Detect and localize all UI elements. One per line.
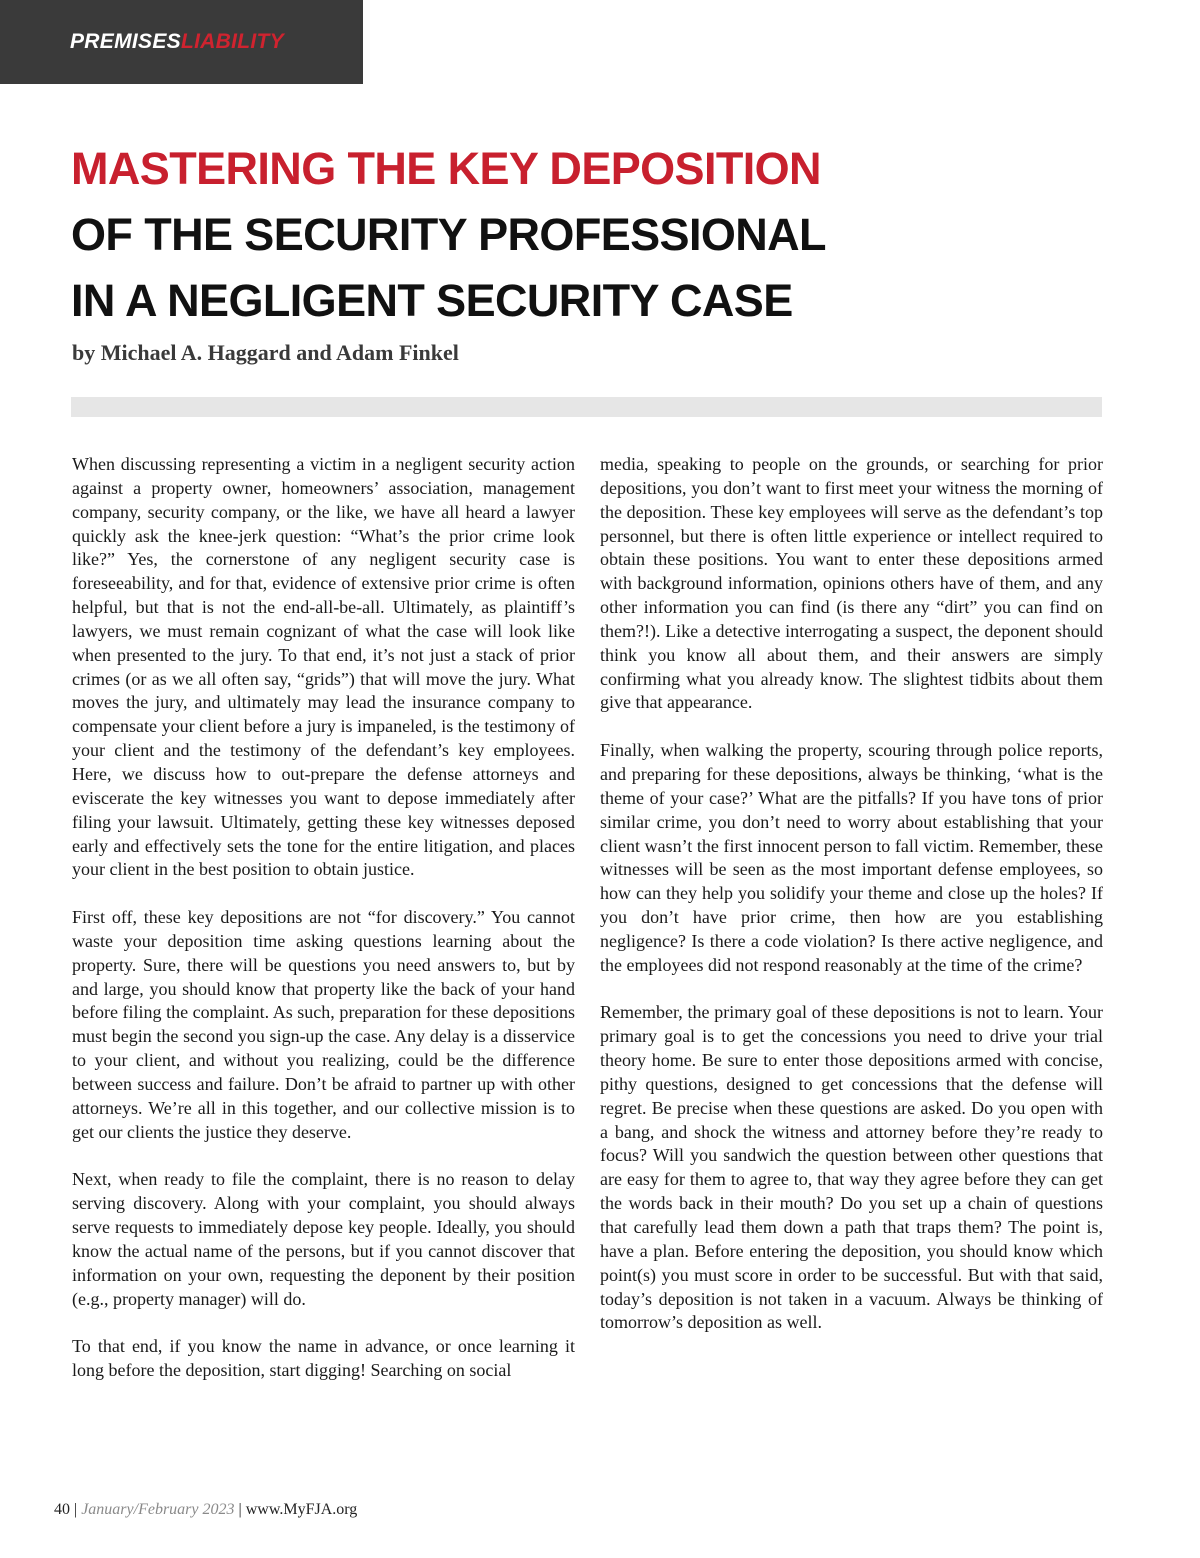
section-label-liability: LIABILITY: [180, 30, 284, 53]
website-link[interactable]: www.MyFJA.org: [245, 1501, 358, 1518]
left-column: [72, 453, 575, 1407]
paragraph: First off, these key depositions are not “for discovery.” You cannot waste your deposition time asking questions learning about the property. Sure, there will be questions you need answers to, but by and large, you should know that property like the back of your hand before filing the complaint. As such, preparation for these depositions must begin the second you sign-up the case. Any delay is a disservice to your client, and without you realizing, could be the difference between success and failure. Don’t be afraid to partner up with other attorneys. We’re all in this together, and our collective mission is to get our clients the justice they deserve.: [72, 907, 575, 1142]
footer-separator: |: [234, 1501, 246, 1518]
paragraph: Next, when ready to file the complaint, there is no reason to delay serving discovery. Along with your complaint, you should always serve requests to immediately depose key people. Ideally, you should know the actual name of the persons, but if you cannot discover that information on your own, requesting the deponent by their position (e.g., property manager) will do.: [72, 1169, 575, 1309]
paragraph: To that end, if you know the name in advance, or once learning it long before the deposition, start digging! Searching on social: [72, 1336, 575, 1381]
title-line-1: MASTERING THE KEY DEPOSITION: [71, 143, 821, 194]
paragraph: Finally, when walking the property, scouring through police reports, and preparing for these depositions, always be thinking, ‘what is the theme of your case?’ What are the pitfalls? If you have tons of prior similar crime, you don’t need to worry about establishing that your client wasn’t the first innocent person to fall victim. Remember, these witnesses will be seen as the most important defense employees, so how can they help you solidify your theme and close up the holes? If you don’t have prior crime, then how are you establishing negligence? Is there a code violation? Is there active negligence, and the employees did not respond reasonably at the time of the crime?: [600, 740, 1103, 975]
title-line-3: IN A NEGLIGENT SECURITY CASE: [71, 275, 793, 326]
page-footer: [54, 1501, 357, 1519]
page-number: 40: [54, 1501, 70, 1518]
title-line-2: OF THE SECURITY PROFESSIONAL: [71, 209, 826, 260]
footer-separator: |: [70, 1501, 82, 1518]
section-tab: [0, 0, 363, 84]
paragraph: media, speaking to people on the grounds, or searching for prior depositions, you don’t want to first meet your witness the morning of the deposition. These key employees will serve as the defendant’s top personnel, but there is often little experience or intellect required to obtain these positions. You want to enter these depositions armed with background information, opinions others have of them, and any other information you can find (is there any “dirt” you can find on them?!). Like a detective interrogating a suspect, the deponent should think you know all about them, and their answers are simply confirming what you already know. The slightest tidbits about them give that appearance.: [600, 454, 1103, 713]
section-label: [70, 30, 284, 54]
paragraph: Remember, the primary goal of these depositions is not to learn. Your primary goal is to get the concessions you need to drive your trial theory home. Be sure to enter those depositions armed with concise, pithy questions, designed to get concessions that the defense will regret. Be precise when these questions are asked. Do you open with a bang, and shock the witness and attorney before they’re ready to focus? Will you sandwich the question between other questions that are easy for them to agree to, that way they agree before they can get the words back in their mouth? Do you set up a chain of questions that carefully lead them down a path that traps them? The point is, have a plan. Before entering the deposition, you should know which point(s) you must score in order to be successful. But with that said, today’s deposition is not taken in a vacuum. Always be thinking of tomorrow’s deposition as well.: [600, 1002, 1103, 1333]
byline: by Michael A. Haggard and Adam Finkel: [72, 340, 459, 365]
paragraph: When discussing representing a victim in a negligent security action against a property owner, homeowners’ association, management company, security company, or the like, we have all heard a lawyer quickly ask the knee-jerk question: “What’s the prior crime look like?” Yes, the cornerstone of any negligent security case is foreseeability, and for that, evidence of extensive prior crime is often helpful, but that is not the end-all-be-all. Ultimately, as plaintiff’s lawyers, we must remain cognizant of what the case will look like when presented to the jury. To that end, it’s not just a stack of prior crimes (or as we all often say, “grids”) that will move the jury. What moves the jury, and ultimately may lead the insurance company to compensate your client before a jury is impaneled, is the testimony of your client and the testimony of the defendant’s key employees. Here, we discuss how to out-prepare the defense attorneys and eviscerate the key witnesses you want to depose immediately after filing your lawsuit. Ultimately, getting these key witnesses deposed early and effectively sets the tone for the entire litigation, and places your client in the best position to obtain justice.: [72, 454, 575, 880]
issue-date: January/February 2023: [81, 1501, 235, 1518]
divider-bar: [71, 397, 1102, 417]
section-label-premises: PREMISES: [70, 30, 181, 53]
right-column: [600, 453, 1103, 1359]
article-title: [71, 136, 1131, 334]
